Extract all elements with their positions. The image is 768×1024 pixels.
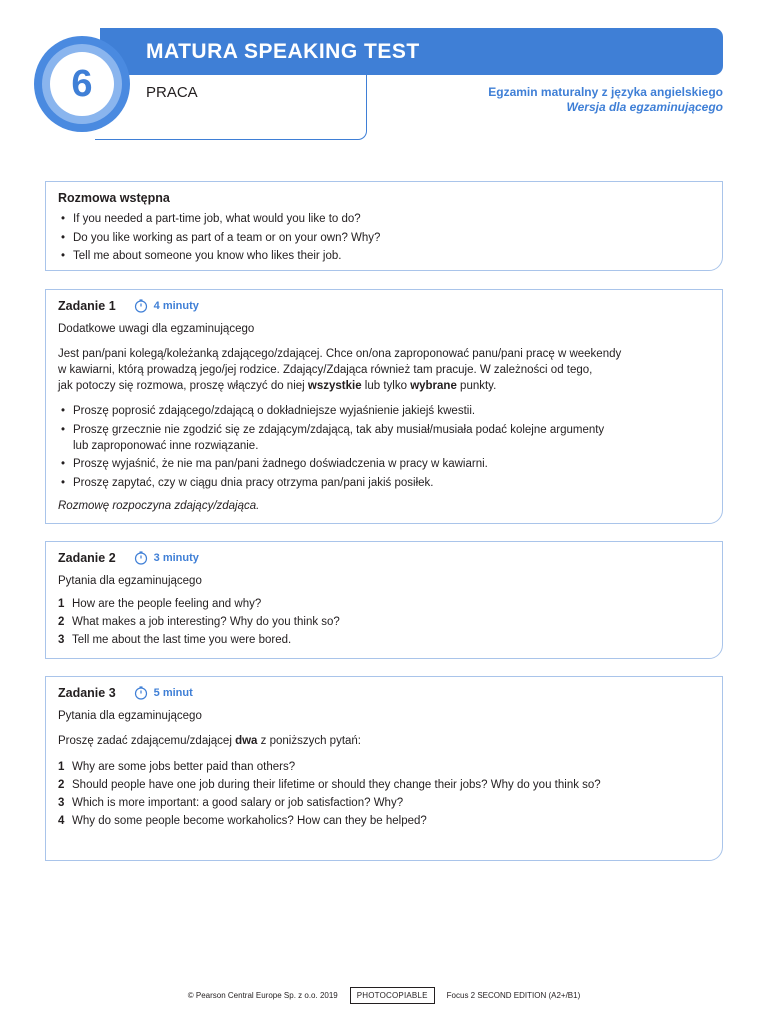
instruction-line bbox=[58, 378, 710, 394]
copyright: © Pearson Central Europe Sp. z o.o. 2019 bbox=[187, 991, 338, 1000]
header-frame bbox=[95, 74, 367, 140]
intro-box bbox=[45, 181, 723, 271]
task1-timer bbox=[134, 299, 199, 313]
task2-box bbox=[45, 541, 723, 659]
emphasis-all: wszystkie bbox=[307, 380, 362, 392]
instruction-text: z poniższych pytań: bbox=[257, 735, 362, 747]
instruction-text: punkty. bbox=[456, 380, 497, 392]
question-number: 1 bbox=[58, 598, 65, 610]
footer bbox=[0, 987, 768, 1004]
emphasis-selected: wybrane bbox=[410, 380, 457, 392]
task3-timer bbox=[134, 686, 193, 700]
intro-title: Rozmowa wstępna bbox=[58, 191, 170, 205]
list-item: • If you needed a part-time job, what would you like to do? bbox=[58, 211, 710, 227]
topic-subtitle: PRACA bbox=[146, 84, 198, 101]
question-number: 3 bbox=[58, 634, 65, 646]
list-item: • Do you like working as part of a team or on your own? Why? bbox=[58, 230, 710, 246]
list-item bbox=[58, 813, 710, 829]
edition: Focus 2 SECOND EDITION (A2+/B1) bbox=[446, 991, 581, 1000]
task2-question-list bbox=[58, 596, 710, 648]
task3-question-list bbox=[58, 759, 710, 829]
instruction-line: Jest pan/pani kolegą/koleżanką zdającego/zdającej. Chce on/ona zaproponować panu/pani pracę w weekendy bbox=[58, 348, 622, 360]
task3-label: Pytania dla egzaminującego bbox=[58, 710, 202, 722]
question-text: Should people have one job during their lifetime or should they change their jobs? Why do you think so? bbox=[72, 779, 601, 791]
emphasis-two: dwa bbox=[235, 735, 258, 747]
question-text: How are the people feeling and why? bbox=[72, 598, 262, 610]
list-item bbox=[58, 422, 710, 454]
question-text: Tell me about the last time you were bored. bbox=[72, 634, 292, 646]
list-item: • Proszę poprosić zdającego/zdającą o dokładniejsze wyjaśnienie jakiejś kwestii. bbox=[58, 403, 710, 419]
task1-label: Dodatkowe uwagi dla egzaminującego bbox=[58, 323, 255, 335]
note-line: lub zaproponować inne rozwiązanie. bbox=[73, 439, 259, 452]
task2-time: 3 minuty bbox=[153, 552, 199, 564]
task1-closing: Rozmowę rozpoczyna zdający/zdająca. bbox=[58, 499, 260, 512]
task2-title: Zadanie 2 bbox=[58, 551, 116, 565]
list-item: • Proszę wyjaśnić, że nie ma pan/pani żadnego doświadczenia w pracy w kawiarni. bbox=[58, 456, 710, 472]
question-number: 2 bbox=[58, 616, 65, 628]
note-line: • Proszę grzecznie nie zgodzić się ze zdającym/zdającą, tak aby musiał/musiała podać kolejne argumenty bbox=[73, 423, 605, 436]
question-text: Why do some people become workaholics? How can they be helped? bbox=[72, 815, 427, 827]
question-number: 2 bbox=[58, 779, 65, 791]
question-text: Which is more important: a good salary or job satisfaction? Why? bbox=[72, 797, 404, 809]
unit-number: 6 bbox=[50, 52, 114, 116]
task2-label: Pytania dla egzaminującego bbox=[58, 575, 202, 587]
question-text: Why are some jobs better paid than others? bbox=[72, 761, 296, 773]
task3-instruction bbox=[58, 733, 710, 749]
exam-title: Egzamin maturalny z języka angielskiego bbox=[488, 85, 723, 99]
task3-time: 5 minut bbox=[153, 687, 193, 699]
list-item bbox=[58, 614, 710, 630]
exam-version: Wersja dla egzaminującego bbox=[566, 100, 723, 114]
instruction-text: lub tylko bbox=[361, 380, 411, 392]
list-item: • Proszę zapytać, czy w ciągu dnia pracy otrzyma pan/pani jakiś posiłek. bbox=[58, 475, 710, 491]
question-number: 1 bbox=[58, 761, 65, 773]
task1-box bbox=[45, 289, 723, 524]
list-item: • Tell me about someone you know who likes their job. bbox=[58, 248, 710, 264]
stopwatch-icon bbox=[134, 686, 148, 700]
task2-timer bbox=[134, 551, 199, 565]
task1-notes-list bbox=[58, 403, 710, 491]
question-text: What makes a job interesting? Why do you think so? bbox=[72, 616, 340, 628]
list-item bbox=[58, 777, 710, 793]
question-number: 3 bbox=[58, 797, 65, 809]
intro-question-list bbox=[58, 211, 710, 264]
list-item bbox=[58, 632, 710, 648]
stopwatch-icon bbox=[134, 299, 148, 313]
task1-instructions bbox=[58, 346, 710, 394]
instruction-text: jak potoczy się rozmowa, proszę włączyć do niej bbox=[58, 380, 308, 392]
photocopiable-badge: PHOTOCOPIABLE bbox=[350, 987, 435, 1004]
task1-time: 4 minuty bbox=[153, 300, 199, 312]
list-item bbox=[58, 596, 710, 612]
stopwatch-icon bbox=[134, 551, 148, 565]
task3-title: Zadanie 3 bbox=[58, 686, 116, 700]
task3-box bbox=[45, 676, 723, 861]
task1-title: Zadanie 1 bbox=[58, 299, 116, 313]
instruction-line: w kawiarni, którą prowadzą jego/jej rodzice. Zdający/Zdająca również tam pracuje. W zależności od tego, bbox=[58, 364, 593, 376]
list-item bbox=[58, 759, 710, 775]
question-number: 4 bbox=[58, 815, 65, 827]
instruction-text: Proszę zadać zdającemu/zdającej bbox=[58, 735, 236, 747]
page-title: MATURA SPEAKING TEST bbox=[146, 40, 420, 63]
list-item bbox=[58, 795, 710, 811]
